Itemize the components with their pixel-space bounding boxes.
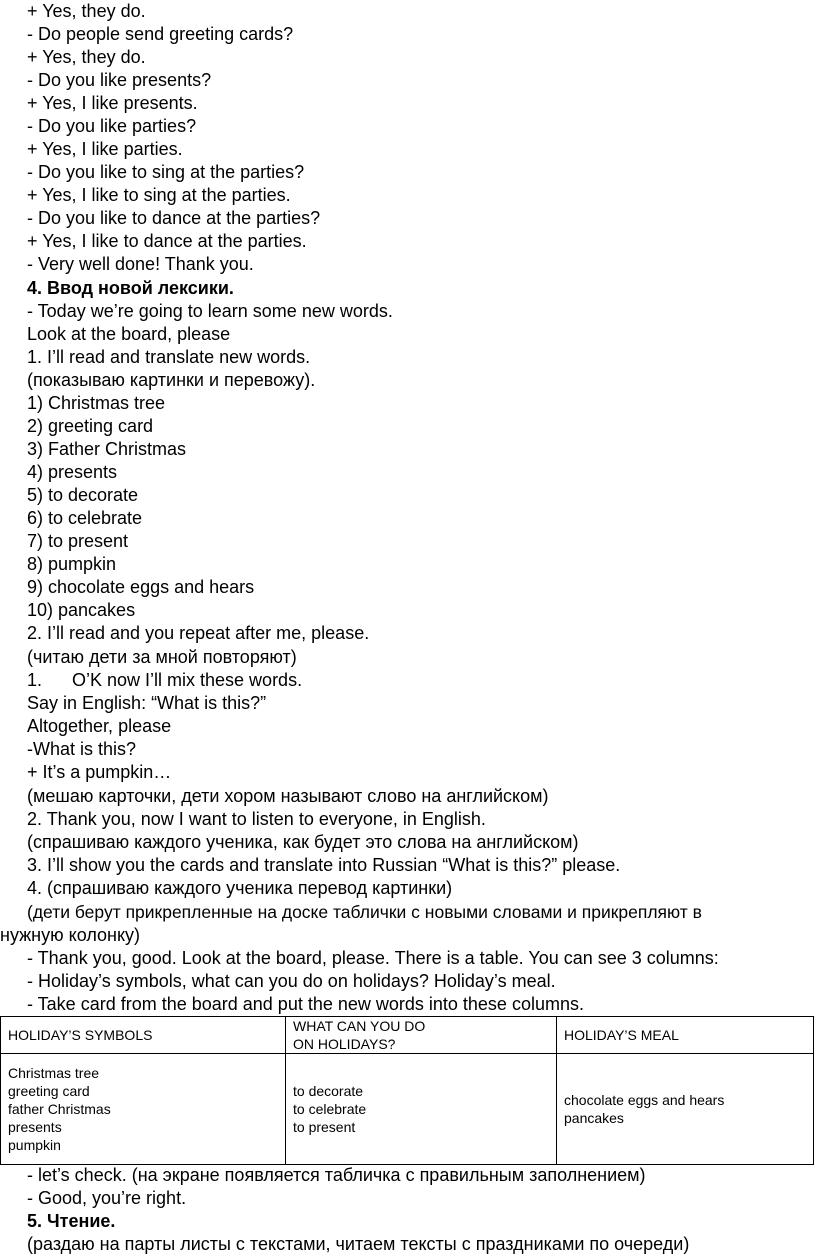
text-line: - Thank you, good. Look at the board, please. There is a table. You can see 3 columns: [27, 948, 719, 968]
text-line: + It’s a pumpkin… [27, 762, 172, 782]
cell-meal [557, 1054, 814, 1165]
cell-item: pancakes [564, 1110, 624, 1126]
text-line: (спрашиваю каждого ученика, как будет это слова на английском) [27, 832, 579, 852]
list-item: 5) to decorate [27, 485, 139, 505]
list-item: 9) chocolate eggs and hears [27, 577, 255, 597]
text-line: + Yes, I like to dance at the parties. [27, 231, 307, 251]
text-line: - Good, you’re right. [27, 1188, 187, 1208]
cell-item: chocolate eggs and hears [564, 1092, 725, 1108]
list-item: 2) greeting card [27, 416, 154, 436]
text-line: 1. I’ll read and translate new words. [27, 347, 311, 367]
cell-symbols [1, 1054, 286, 1165]
text-line: - let’s check. (на экране появляется табличка с правильным заполнением) [27, 1165, 646, 1185]
cell-item: to decorate [293, 1083, 364, 1099]
header-line: ON HOLIDAYS? [293, 1036, 396, 1052]
cell-item: to celebrate [293, 1101, 367, 1117]
text-line: - Do you like parties? [27, 116, 197, 136]
header-what-can-you-do [286, 1017, 557, 1054]
text-line: + Yes, I like to sing at the parties. [27, 185, 291, 205]
text-line: 2. Thank you, now I want to listen to everyone, in English. [27, 809, 486, 829]
text-line: - Today we’re going to learn some new words. [27, 301, 393, 321]
list-item: 4) presents [27, 462, 118, 482]
table-row [1, 1054, 814, 1165]
text-line: -What is this? [27, 739, 137, 759]
list-item: 10) pancakes [27, 600, 136, 620]
cell-item: father Christmas [8, 1101, 111, 1117]
cell-item: Christmas tree [8, 1065, 100, 1081]
text-line: Altogether, please [27, 716, 172, 736]
text-line: Look at the board, please [27, 324, 231, 344]
item-number: 1. [27, 670, 43, 690]
cell-item: pumpkin [8, 1137, 61, 1153]
header-holiday-meal: HOLIDAY’S MEAL [557, 1017, 814, 1054]
text-line: 2. I’ll read and you repeat after me, please. [27, 623, 370, 643]
header-line: WHAT CAN YOU DO [293, 1018, 426, 1034]
text-line: + Yes, they do. [27, 47, 146, 67]
header-holiday-symbols: HOLIDAY’S SYMBOLS [1, 1017, 286, 1054]
text-line: - Do you like to sing at the parties? [27, 162, 305, 182]
list-item: 7) to present [27, 531, 129, 551]
wrapped-paragraph-second: нужную колонку) [0, 925, 141, 945]
table-header-row [1, 1017, 814, 1054]
list-item: 8) pumpkin [27, 554, 117, 574]
text-line: - Do you like to dance at the parties? [27, 208, 321, 228]
wrapped-paragraph-first: (дети берут прикрепленные на доске таблички с новыми словами и прикрепляют в [27, 902, 702, 922]
text-line: - Do people send greeting cards? [27, 24, 294, 44]
cell-item: to present [293, 1119, 356, 1135]
holiday-columns-table [0, 1016, 814, 1165]
cell-item: presents [8, 1119, 62, 1135]
text-line: + Yes, I like parties. [27, 139, 183, 159]
list-item: 1) Christmas tree [27, 393, 166, 413]
text-line: 3. I’ll show you the cards and translate into Russian “What is this?” please. [27, 855, 621, 875]
text-line: - Very well done! Thank you. [27, 254, 254, 274]
cell-item: greeting card [8, 1083, 90, 1099]
text-line: (мешаю карточки, дети хором называют слово на английском) [27, 786, 549, 806]
item-text: O’K now I’ll mix these words. [72, 670, 303, 690]
text-line: - Holiday’s symbols, what can you do on holidays? Holiday’s meal. [27, 971, 556, 991]
numbered-item [27, 669, 302, 692]
text-line: + Yes, I like presents. [27, 93, 198, 113]
cell-actions [286, 1054, 557, 1165]
section-heading: 5. Чтение. [27, 1211, 116, 1231]
text-line: - Do you like presents? [27, 70, 212, 90]
text-line: + Yes, they do. [27, 1, 146, 21]
list-item: 3) Father Christmas [27, 439, 187, 459]
text-line: (читаю дети за мной повторяют) [27, 647, 297, 667]
text-line: (показываю картинки и перевожу). [27, 370, 316, 390]
text-line: - Take card from the board and put the new words into these columns. [27, 994, 584, 1014]
text-line: 4. (спрашиваю каждого ученика перевод картинки) [27, 878, 453, 898]
list-item: 6) to celebrate [27, 508, 143, 528]
text-line: (раздаю на парты листы с текстами, читаем тексты с праздниками по очереди) [27, 1234, 690, 1254]
text-line: Say in English: “What is this?” [27, 693, 267, 713]
section-heading: 4. Ввод новой лексики. [27, 278, 234, 298]
